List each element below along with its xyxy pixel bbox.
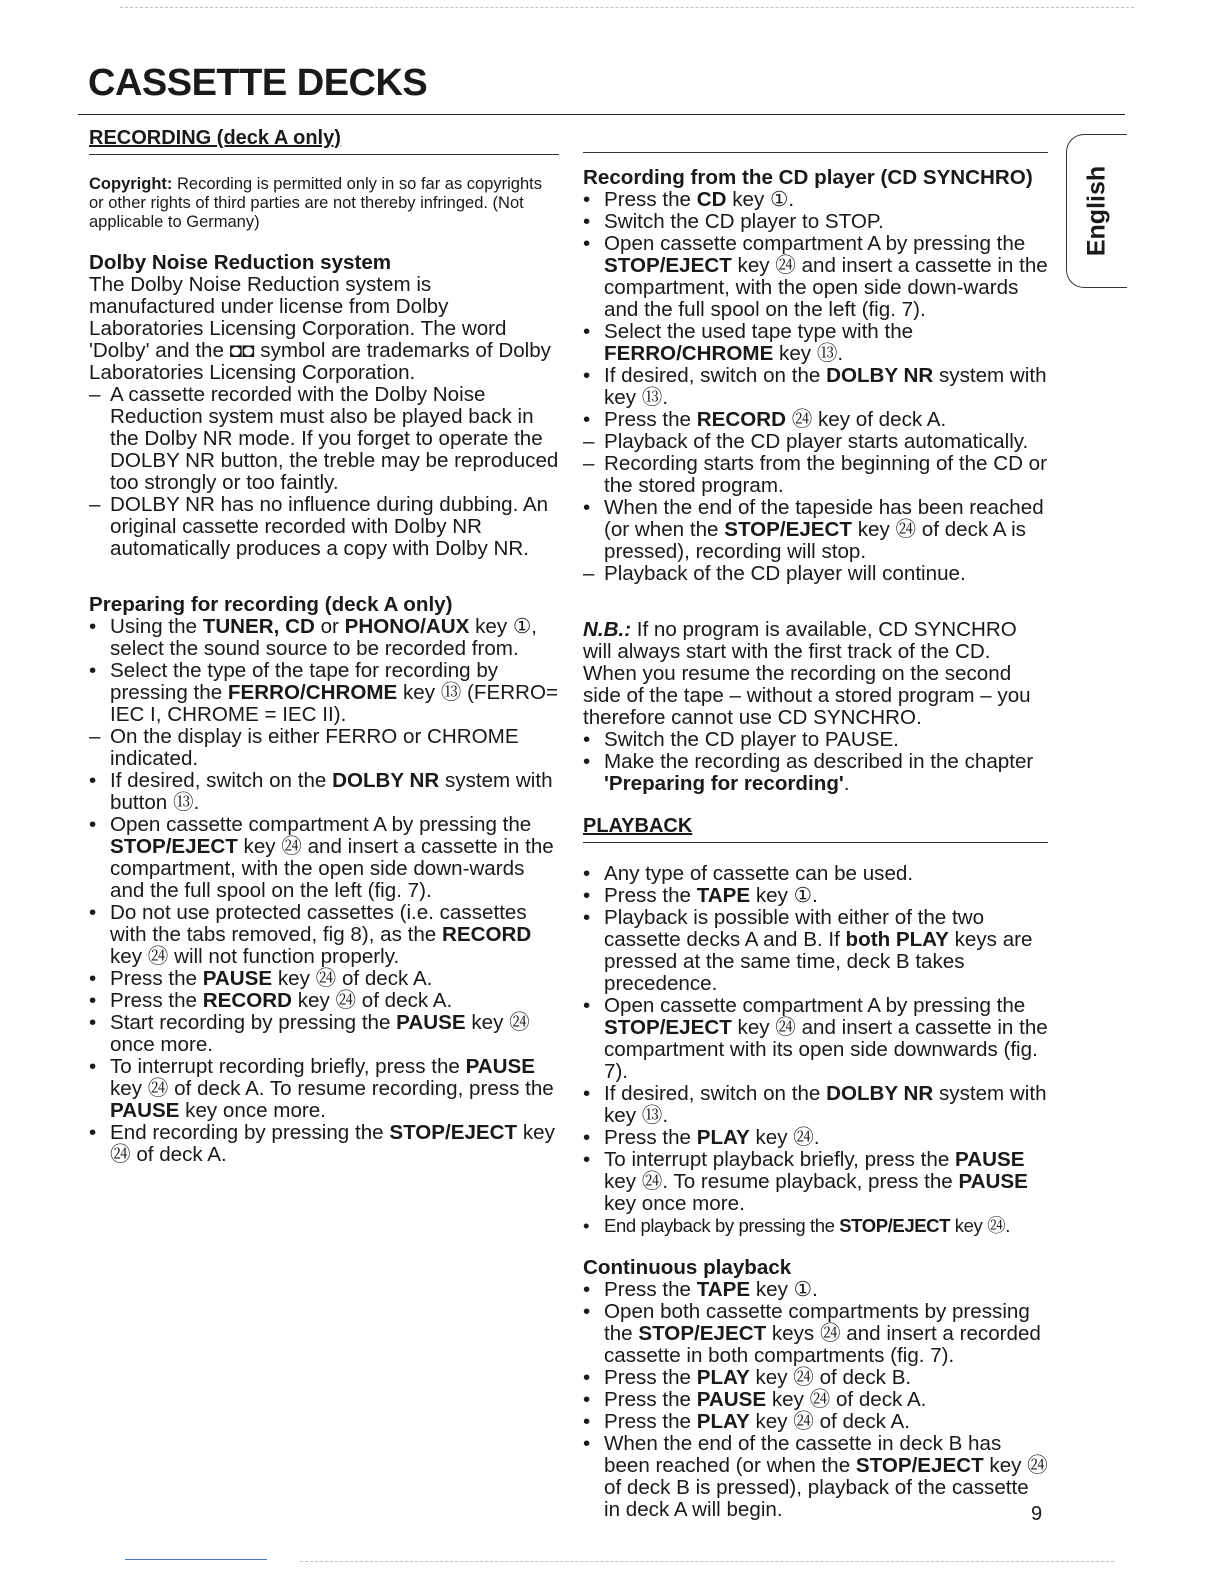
- bold-term: PAUSE: [110, 1099, 180, 1122]
- list-item: [583, 1301, 1048, 1367]
- list-item: [583, 189, 1048, 211]
- bold-term: CD: [696, 188, 727, 211]
- text-run: Press the: [110, 989, 203, 1012]
- bold-term: RECORD: [696, 408, 786, 431]
- text-run: End recording by pressing the: [110, 1121, 390, 1144]
- text-run: key ⑬.: [773, 342, 844, 365]
- bold-term: PAUSE: [958, 1170, 1028, 1193]
- bold-term: STOP/EJECT: [110, 835, 238, 858]
- bullet-marker: •: [583, 1215, 590, 1236]
- text-run: key ㉔ of deck B.: [749, 1366, 912, 1389]
- language-tab-label: English: [1082, 165, 1111, 257]
- text-run: key ㉔ and insert a cassette in the compartment, with the open side down-wards and the full spool on the left (fig. 7).: [604, 254, 1048, 321]
- left-column: [89, 127, 559, 1166]
- preparing-heading: Preparing for recording (deck A only): [89, 593, 453, 616]
- text-run: When the end of the tapeside has been reached (or when the: [604, 496, 1044, 541]
- text-run: key ㉔ and insert a cassette in the compartment with its open side downwards (fig. 7).: [604, 1016, 1048, 1083]
- dash-marker: –: [583, 430, 595, 453]
- list-item: [583, 1149, 1048, 1215]
- list-item: [583, 751, 1048, 795]
- text-run: key ㉔. To resume playback, press the: [604, 1170, 959, 1193]
- text-run: Make the recording as described in the chapter: [604, 750, 1034, 773]
- text-run: Open cassette compartment A by pressing the: [604, 232, 1026, 255]
- list-item: [89, 494, 559, 560]
- scan-artifact-bottom: [300, 1561, 1114, 1562]
- text-run: Switch the CD player to STOP.: [604, 210, 884, 233]
- list-item: [583, 1279, 1048, 1301]
- bold-term: STOP/EJECT: [604, 1016, 732, 1039]
- text-run: Open cassette compartment A by pressing the: [110, 813, 532, 836]
- text-run: Switch the CD player to PAUSE.: [604, 728, 899, 751]
- text-run: key ㉔.: [749, 1126, 820, 1149]
- text-run: Start recording by pressing the: [110, 1011, 397, 1034]
- text-run: If desired, switch on the: [110, 769, 333, 792]
- dolby-paragraph: [89, 274, 559, 384]
- text-run: key ⑬ (FERRO= IEC I, CHROME = IEC II).: [110, 681, 559, 726]
- dolby-list: [89, 384, 559, 560]
- list-item: [583, 1367, 1048, 1389]
- text-run: key once more.: [604, 1192, 745, 1215]
- list-item: [583, 321, 1048, 365]
- text-run: If desired, switch on the: [604, 1082, 827, 1105]
- list-item: [583, 1083, 1048, 1127]
- list-item: [89, 902, 559, 968]
- text-run: key ①.: [750, 1278, 818, 1301]
- list-item: [583, 409, 1048, 431]
- copyright-note: [89, 175, 559, 232]
- text-run: .: [843, 772, 850, 795]
- bullet-marker: •: [583, 408, 591, 431]
- bullet-marker: •: [583, 1366, 591, 1389]
- text-run: key ㉔ once more.: [110, 1011, 530, 1056]
- bullet-marker: •: [583, 364, 591, 387]
- list-item: [583, 233, 1048, 321]
- list-item: [583, 1433, 1048, 1521]
- list-item: [583, 907, 1048, 995]
- list-item: [89, 814, 559, 902]
- bullet-marker: •: [583, 884, 591, 907]
- bullet-marker: •: [583, 862, 591, 885]
- bullet-marker: •: [89, 1011, 97, 1034]
- bold-term: PAUSE: [396, 1011, 466, 1034]
- list-item: [89, 990, 559, 1012]
- bullet-marker: •: [583, 906, 591, 929]
- continuous-list: [583, 1279, 1048, 1521]
- bold-term: both PLAY: [845, 928, 949, 951]
- bold-term: PHONO/AUX: [344, 615, 470, 638]
- list-item: [89, 660, 559, 726]
- text-run: A cassette recorded with the Dolby Noise Reduction system must also be played back in the Dolby NR mode. If you forget to operate the DOLBY NR button, the treble may be reproduced too strongly or too faintly.: [110, 383, 559, 494]
- dash-marker: –: [89, 725, 101, 748]
- text-run: When the end of the cassette in deck B has been reached (or when the: [604, 1432, 1002, 1477]
- bold-term: STOP/EJECT: [389, 1121, 518, 1144]
- text-run: key ①.: [726, 188, 795, 211]
- title-rule: [78, 114, 1125, 115]
- list-item: [89, 1122, 559, 1166]
- bold-term: STOP/EJECT: [855, 1454, 984, 1477]
- bullet-marker: •: [89, 615, 97, 638]
- bullet-marker: •: [583, 728, 591, 751]
- bold-term: STOP/EJECT: [604, 254, 732, 277]
- text-run: or: [314, 615, 345, 638]
- bullet-marker: •: [89, 1121, 97, 1144]
- scan-artifact-link-line: [125, 1559, 267, 1560]
- list-item: [583, 453, 1048, 497]
- text-run: Recording is permitted only in so far as copyrights or other rights of third parties are not thereby infringed. (Not applicable to Germany): [89, 175, 542, 231]
- text-run: keys ㉔ and insert a recorded cassette in both compartments (fig. 7).: [604, 1322, 1041, 1367]
- bullet-marker: •: [89, 769, 97, 792]
- text-run: Open both cassette compartments by pressing the: [604, 1300, 1030, 1345]
- text-run: key ①.: [750, 884, 818, 907]
- text-run: keys are pressed at the same time, deck B takes precedence.: [604, 928, 1033, 995]
- italic-term: N.B.:: [583, 618, 632, 641]
- bold-term: RECORD: [441, 923, 532, 946]
- list-item: [583, 1389, 1048, 1411]
- bold-term: STOP/EJECT: [638, 1322, 767, 1345]
- right-column-rule: [583, 152, 1048, 153]
- page-number: 9: [1031, 1503, 1043, 1525]
- bold-term: DOLBY NR: [826, 1082, 934, 1105]
- text-run: system with key ⑬.: [604, 364, 1047, 409]
- list-item: [583, 1215, 1048, 1237]
- text-run: Press the: [604, 884, 697, 907]
- bullet-marker: •: [583, 1300, 591, 1323]
- bold-term: PAUSE: [202, 967, 273, 990]
- nb-paragraph: [583, 619, 1048, 729]
- continuous-heading: Continuous playback: [583, 1256, 792, 1279]
- bold-term: DOLBY NR: [332, 769, 440, 792]
- list-item: [583, 1411, 1048, 1433]
- dash-marker: –: [583, 452, 595, 475]
- bold-term: PLAY: [696, 1410, 750, 1433]
- bold-term: FERRO/CHROME: [227, 681, 398, 704]
- bold-term: PLAY: [696, 1366, 750, 1389]
- text-run: Press the: [604, 1388, 697, 1411]
- bold-term: TUNER, CD: [202, 615, 315, 638]
- bullet-marker: •: [583, 232, 591, 255]
- text-run: On the display is either FERRO or CHROME indicated.: [110, 725, 519, 770]
- list-item: [89, 1056, 559, 1122]
- dash-marker: –: [89, 383, 101, 406]
- bullet-marker: •: [583, 1410, 591, 1433]
- bold-term: PAUSE: [955, 1148, 1025, 1171]
- bold-term: STOP/EJECT: [724, 518, 852, 541]
- text-run: system with key ⑬.: [604, 1082, 1047, 1127]
- nb-list: [583, 729, 1048, 795]
- bullet-marker: •: [583, 1432, 591, 1455]
- bullet-marker: •: [89, 967, 97, 990]
- text-run: key ㉔ of deck A.: [291, 989, 453, 1012]
- bullet-marker: •: [89, 659, 97, 682]
- text-run: End playback by pressing the: [604, 1215, 840, 1236]
- bullet-marker: •: [583, 320, 591, 343]
- text-run: Press the: [604, 1366, 697, 1389]
- bullet-marker: •: [89, 813, 97, 836]
- bold-term: Copyright:: [89, 175, 173, 193]
- text-run: Playback of the CD player will continue.: [604, 562, 966, 585]
- text-run: Do not use protected cassettes (i.e. cassettes with the tabs removed, fig 8), as the: [110, 901, 527, 946]
- text-run: key ㉔.: [950, 1215, 1010, 1236]
- text-run: The Dolby Noise Reduction system is manufactured under license from Dolby Laboratories Licensing Corporation. The word 'Dolby' and the ◘◘ symbol are trademarks of Dolby Laboratories Licensing Corporation.: [89, 273, 551, 384]
- text-run: Press the: [110, 967, 203, 990]
- dash-marker: –: [583, 562, 595, 585]
- dash-marker: –: [89, 493, 101, 516]
- text-run: Any type of cassette can be used.: [604, 862, 914, 885]
- list-item: [583, 563, 1048, 585]
- bullet-marker: •: [89, 901, 97, 924]
- bold-term: PAUSE: [465, 1055, 536, 1078]
- page-title: CASSETTE DECKS: [88, 62, 428, 104]
- bullet-marker: •: [583, 1148, 591, 1171]
- bullet-marker: •: [583, 1388, 591, 1411]
- text-run: Select the used tape type with the: [604, 320, 914, 343]
- text-run: Press the: [604, 1278, 697, 1301]
- right-column: [583, 127, 1048, 1521]
- dolby-heading: Dolby Noise Reduction system: [89, 251, 392, 274]
- list-item: [583, 995, 1048, 1083]
- list-item: [583, 885, 1048, 907]
- bullet-marker: •: [583, 210, 591, 233]
- text-run: If desired, switch on the: [604, 364, 827, 387]
- bold-term: 'Preparing for recording': [604, 772, 844, 795]
- text-run: key once more.: [179, 1099, 326, 1122]
- bold-term: FERRO/CHROME: [604, 342, 774, 365]
- bold-term: TAPE: [696, 884, 751, 907]
- preparing-list: [89, 616, 559, 1166]
- cd-synchro-list: [583, 189, 1048, 585]
- list-item: [583, 863, 1048, 885]
- bold-term: DOLBY NR: [826, 364, 934, 387]
- bullet-marker: •: [583, 1082, 591, 1105]
- scan-artifact-top: [120, 7, 1134, 8]
- text-run: key ㉔ of deck A. To resume recording, press the: [110, 1077, 554, 1100]
- bold-term: STOP/EJECT: [839, 1215, 951, 1236]
- text-run: key ㉔ of deck A.: [749, 1410, 911, 1433]
- list-item: [89, 1012, 559, 1056]
- text-run: Using the: [110, 615, 203, 638]
- text-run: key ①, select the sound source to be recorded from.: [110, 615, 538, 660]
- bullet-marker: •: [583, 1278, 591, 1301]
- language-tab: [1066, 134, 1127, 288]
- list-item: [583, 1127, 1048, 1149]
- list-item: [583, 211, 1048, 233]
- text-run: Press the: [604, 1410, 697, 1433]
- bullet-marker: •: [583, 994, 591, 1017]
- text-run: If no program is available, CD SYNCHRO will always start with the first track of the CD. When you resume the recording on the second side of the tape – without a stored program – you therefore cannot use CD SYNCHRO.: [583, 618, 1031, 729]
- bullet-marker: •: [89, 1055, 97, 1078]
- text-run: ㉔ key of deck A.: [785, 408, 947, 431]
- text-run: DOLBY NR has no influence during dubbing. An original cassette recorded with Dolby NR automatically produces a copy with Dolby NR.: [110, 493, 549, 560]
- text-run: Recording starts from the beginning of the CD or the stored program.: [604, 452, 1047, 497]
- list-item: [89, 726, 559, 770]
- bullet-marker: •: [583, 1126, 591, 1149]
- list-item: [583, 365, 1048, 409]
- list-item: [89, 616, 559, 660]
- text-run: Press the: [604, 188, 697, 211]
- text-run: key ㉔ will not function properly.: [110, 945, 400, 968]
- list-item: [89, 770, 559, 814]
- text-run: key ㉔ of deck A is pressed), recording will stop.: [604, 518, 1026, 563]
- list-item: [583, 497, 1048, 563]
- list-item: [583, 431, 1048, 453]
- cd-synchro-heading: Recording from the CD player (CD SYNCHRO): [583, 166, 1033, 189]
- text-run: To interrupt playback briefly, press the: [604, 1148, 956, 1171]
- bullet-marker: •: [89, 989, 97, 1012]
- section-heading-playback: PLAYBACK: [583, 815, 1048, 843]
- text-run: Press the: [604, 1126, 697, 1149]
- text-run: key ㉔ of deck A.: [272, 967, 433, 990]
- text-run: Press the: [604, 408, 697, 431]
- list-item: [89, 384, 559, 494]
- text-run: Open cassette compartment A by pressing the: [604, 994, 1026, 1017]
- bold-term: PLAY: [696, 1126, 750, 1149]
- text-run: To interrupt recording briefly, press the: [110, 1055, 466, 1078]
- list-item: [89, 968, 559, 990]
- text-run: key ㉔ and insert a cassette in the compartment, with the open side down-wards and the full spool on the left (fig. 7).: [110, 835, 554, 902]
- section-heading-recording: RECORDING (deck A only): [89, 127, 559, 155]
- text-run: key ㉔ of deck A.: [766, 1388, 927, 1411]
- text-run: key ㉔ of deck A.: [110, 1121, 555, 1166]
- bullet-marker: •: [583, 750, 591, 773]
- text-run: Select the type of the tape for recording by pressing the: [110, 659, 499, 704]
- text-run: Playback of the CD player starts automatically.: [604, 430, 1029, 453]
- bold-term: TAPE: [696, 1278, 751, 1301]
- list-item: [583, 729, 1048, 751]
- bold-term: PAUSE: [696, 1388, 767, 1411]
- text-run: system with button ⑬.: [110, 769, 553, 814]
- bold-term: RECORD: [202, 989, 292, 1012]
- bullet-marker: •: [583, 496, 591, 519]
- text-run: Playback is possible with either of the two cassette decks A and B. If: [604, 906, 985, 951]
- bullet-marker: •: [583, 188, 591, 211]
- text-run: key ㉔ of deck B is pressed), playback of the cassette in deck A will begin.: [604, 1454, 1048, 1521]
- playback-list: [583, 863, 1048, 1237]
